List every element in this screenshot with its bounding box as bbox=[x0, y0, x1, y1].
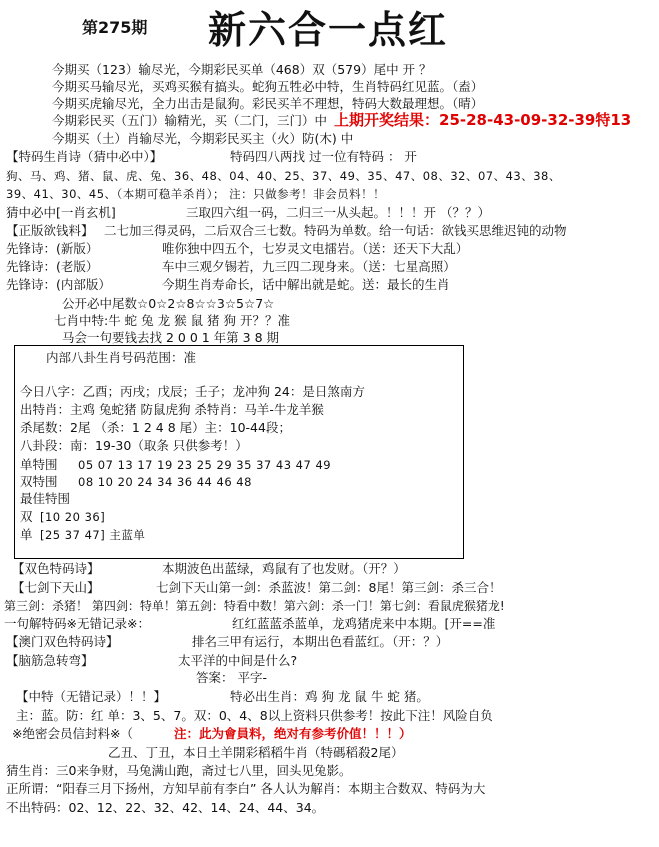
shuang-b-label: 双 bbox=[20, 509, 33, 524]
naojin-answer: 答案： 平字- bbox=[196, 670, 267, 685]
zhengban-text: 二七加三得灵码，二后双合三七数。特码为单数。给一句话：欲钱买思维迟钝的动物 bbox=[104, 223, 567, 238]
poem-label: 先锋诗：(内部版） bbox=[6, 277, 111, 292]
poem-label: 先锋诗：(老版） bbox=[6, 259, 99, 274]
intro-line: 今期买虎输尽光，全力出击是鼠狗。彩民买羊不理想，特码大数最理想。（晴） bbox=[52, 96, 484, 111]
tail-line: 公开必中尾数☆0☆2☆8☆☆3☆5☆7☆ bbox=[62, 296, 275, 311]
intro-line: 今期买（土）肖输尽光，今期彩民买主（火）防(木) 中 bbox=[52, 131, 354, 146]
shuang-b-numbers: [10 20 36] bbox=[40, 510, 106, 524]
shuang-numbers: 08 10 20 24 34 36 44 46 48 bbox=[78, 475, 252, 489]
intro-line: 今期彩民买（五门）输精光，买（二门，三门）中 bbox=[52, 113, 328, 128]
dan-label: 单特围 bbox=[20, 457, 58, 472]
guess-label: 猜中必中[一肖玄机] bbox=[6, 205, 116, 220]
box-shawei: 杀尾数：2尾 （杀：1 2 4 8 尾）主：10-44段； bbox=[20, 420, 291, 435]
yiju-text: 红红蓝蓝杀蓝单，龙鸡猪虎来中本期。[开==准 bbox=[232, 616, 496, 631]
box-title: 内部八卦生肖号码范围：准 bbox=[46, 350, 197, 365]
shuangse-label: 【双色特码诗】 bbox=[12, 561, 100, 576]
last-draw-result: 上期开奖结果：25-28-43-09-32-39特13 bbox=[334, 111, 632, 129]
aomen-text: 排名三甲有运行，本期出色看蓝红。（开：？） bbox=[192, 634, 449, 649]
poem-text: 今期生肖寿命长，话中解出就是蛇。送：最长的生肖 bbox=[162, 277, 450, 292]
zodiac-number-list: 39、41、30、45、（本期可稳羊杀肖）； 注：只做参考！非会员料！！ bbox=[6, 187, 386, 201]
poem-text: 唯你独中四五个，七岁灵文电擂岩。（送：还天下大乱） bbox=[162, 241, 469, 256]
qijian-line2: 第三剑：杀猪！ 第四剑：特单！第五剑：特看中数！第六剑：杀一门！第七剑：看鼠虎猴猪龙! bbox=[4, 599, 505, 613]
yichou-line: 乙丑、丁丑，本日土羊開彩稻稻牛肖（特碼稻殺2尾） bbox=[108, 745, 404, 760]
zhengban-label: 【正版欲钱料】 bbox=[6, 223, 94, 238]
dan-numbers: 05 07 13 17 19 23 25 29 35 37 43 47 49 bbox=[78, 458, 332, 472]
poem-label: 先锋诗：(新版） bbox=[6, 241, 99, 256]
qijian-text: 七剑下天山第一剑：杀蓝波！第二剑：8尾！第三剑：杀三合！ bbox=[156, 580, 502, 595]
tail-line: 马会一句要钱去找 2 0 0 1 年第 3 8 期 bbox=[62, 330, 280, 345]
caite-line: 猜生肖：三0来争财，马兔满山跑，斋过七八里，回头见兔影。 bbox=[6, 763, 352, 778]
dan-b-numbers: [25 37 47] 主蓝单 bbox=[40, 528, 146, 542]
naojin-label: 【脑筋急转弯】 bbox=[6, 653, 94, 668]
zhongte-text: 特必出生肖：鸡 狗 龙 鼠 牛 蛇 猪。 bbox=[230, 689, 429, 704]
zhengsuowei-line: 正所谓：“阳春三月下扬州，方知早前有李白” 各人认为解肖：本期主合数双、特码为大 bbox=[6, 781, 486, 796]
zhongte-label: 【中特（无错记录）！！】 bbox=[16, 689, 167, 704]
buchu-line: 不出特码：02、12、22、32、42、14、24、44、34。 bbox=[6, 800, 325, 815]
aomen-label: 【澳门双色特码诗】 bbox=[6, 634, 119, 649]
zodiac-poem-label: 【特码生肖诗（猜中必中）】 bbox=[6, 149, 163, 164]
tail-line: 七肖中特:牛 蛇 兔 龙 猴 鼠 猪 狗 开？？准 bbox=[54, 313, 290, 328]
qijian-label: 【七剑下天山】 bbox=[12, 580, 100, 595]
yiju-label: 一句解特码※无错记录※： bbox=[4, 616, 150, 631]
box-bagua: 八卦段：南：19-30（取条 只供参考！） bbox=[20, 438, 248, 453]
shuang-label: 双特围 bbox=[20, 474, 58, 489]
page-title: 新六合一点红 bbox=[208, 7, 449, 52]
naojin-question: 太平洋的中间是什么? bbox=[178, 653, 298, 668]
dan-b-label: 单 bbox=[20, 527, 33, 542]
issue-number: 第275期 bbox=[82, 18, 148, 37]
intro-line: 今期买马输尽光，买鸡买猴有搞头。蛇狗五牲必中特，生肖特码红见蓝。（盍） bbox=[52, 79, 484, 94]
zodiac-number-list: 狗、马、鸡、猪、鼠、虎、兔、36、48、04、40、25、37、49、35、47、08、32、07、43、38、 bbox=[6, 169, 561, 183]
intro-line: 今期买（123）输尽光，今期彩民买单（468）双（579）尾中 开 ？ bbox=[52, 62, 432, 77]
jue-label: ※绝密会员信封料※（ bbox=[12, 726, 133, 741]
zodiac-poem-text: 特码四八两找 过一位有特码 ： 开 bbox=[230, 149, 417, 164]
guess-text: 三取四六组一码，二归三一从头起。！！！开 （？？） bbox=[186, 205, 490, 220]
box-bazi: 今日八字：乙酉；丙戌；戊辰；壬子；龙冲狗 24：是日煞南方 bbox=[20, 384, 365, 399]
poem-text: 车中三观夕锡若，九三四二现身来。（送：七星高照） bbox=[162, 259, 456, 274]
box-tex: 出特肖：主鸡 兔蛇猪 防鼠虎狗 杀特肖：马羊-牛龙羊猴 bbox=[20, 402, 324, 417]
jue-text: 注：此为會員料，绝对有参考价值！！！） bbox=[174, 726, 412, 741]
zhu-line: 主：蓝。防：红 单：3、5、7。双：0、4、8以上资料只供参考！按此下注！风险自负 bbox=[16, 708, 493, 723]
shuangse-text: 本期波色出蓝绿，鸡鼠有了也发财。（开？） bbox=[162, 561, 406, 576]
best-label: 最佳特围 bbox=[20, 491, 71, 506]
